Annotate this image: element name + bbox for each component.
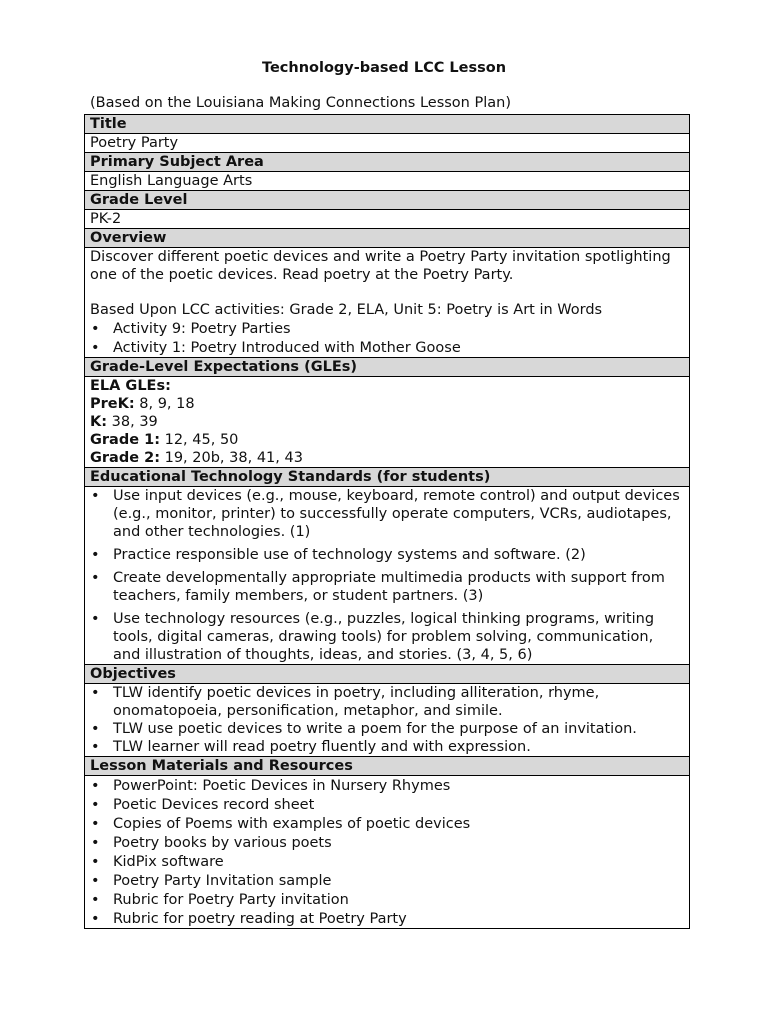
list-item: • Activity 1: Poetry Introduced with Mother Goose [90,339,684,357]
gle-values: 19, 20b, 38, 41, 43 [160,450,303,466]
materials-list [90,777,684,928]
list-item: • Use technology resources (e.g., puzzles, logical thinking programs, writing tools, digital cameras, drawing tools) for problem solving, communication, and illustration of thoughts, ideas, and stories. (3, 4, 5, 6) [90,610,684,664]
list-item: • Rubric for poetry reading at Poetry Party [90,910,684,928]
list-item: • Activity 9: Poetry Parties [90,320,684,338]
objectives-content-row [85,684,690,757]
gle-grade: Grade 2: [90,450,160,466]
list-item: • Copies of Poems with examples of poetic devices [90,815,684,833]
title-value-row [85,134,690,153]
list-item: • TLW learner will read poetry fluently and with expression. [90,738,684,756]
tech-standards-list [90,487,684,664]
title-header-row [85,115,690,134]
list-item: • Poetic Devices record sheet [90,796,684,814]
overview-header-row [85,229,690,248]
list-item: • Poetry books by various poets [90,834,684,852]
gle-values: 38, 39 [107,414,158,430]
gle-values: 12, 45, 50 [160,432,239,448]
tech-standards-content [85,487,690,665]
gle-grade: Grade 1: [90,432,160,448]
tech-standards-header-row [85,468,690,487]
title-value: Poetry Party [85,134,690,153]
title-heading: Title [85,115,690,134]
list-item: • Poetry Party Invitation sample [90,872,684,890]
objectives-heading: Objectives [85,665,690,684]
overview-content-row [85,248,690,358]
tech-standards-heading: Educational Technology Standards (for students) [85,468,690,487]
list-item: • TLW use poetic devices to write a poem for the purpose of an invitation. [90,720,684,738]
objectives-content [85,684,690,757]
gle-row-grade1 [90,431,684,449]
gle-values: 8, 9, 18 [134,396,195,412]
materials-content-row [85,776,690,929]
gles-content [85,377,690,468]
gle-row-prek [90,395,684,413]
list-item: • Use input devices (e.g., mouse, keyboard, remote control) and output devices (e.g., monitor, printer) to successfully operate computers, VCRs, audiotapes, and other technologies. (1) [90,487,684,541]
objectives-list [90,684,684,756]
document-title: Technology-based LCC Lesson [261,60,507,76]
grade-header-row [85,191,690,210]
subject-value: English Language Arts [85,172,690,191]
subject-header-row [85,153,690,172]
gle-grade: PreK: [90,396,135,412]
materials-content [85,776,690,929]
list-item: • KidPix software [90,853,684,871]
gle-row-grade2 [90,449,684,467]
list-item: • Create developmentally appropriate multimedia products with support from teachers, family members, or student partners. (3) [90,569,684,605]
gle-grade: K: [90,414,108,430]
gles-content-row [85,377,690,468]
overview-text: Discover different poetic devices and write a Poetry Party invitation spotlighting one of the poetic devices. Read poetry at the Poetry Party. [90,249,671,283]
gles-header-row [85,358,690,377]
objectives-header-row [85,665,690,684]
list-item: • PowerPoint: Poetic Devices in Nursery Rhymes [90,777,684,795]
lesson-plan-table [84,114,690,929]
grade-value-row [85,210,690,229]
gle-row-k [90,413,684,431]
subject-heading: Primary Subject Area [85,153,690,172]
document-subtitle: (Based on the Louisiana Making Connections Lesson Plan) [90,95,511,111]
gles-label: ELA GLEs: [90,378,171,394]
overview-based-upon: Based Upon LCC activities: Grade 2, ELA, Unit 5: Poetry is Art in Words [90,302,603,318]
subject-value-row [85,172,690,191]
materials-header-row [85,757,690,776]
materials-heading: Lesson Materials and Resources [85,757,690,776]
grade-heading: Grade Level [85,191,690,210]
list-item: • Practice responsible use of technology systems and software. (2) [90,546,684,564]
list-item: • TLW identify poetic devices in poetry, including alliteration, rhyme, onomatopoeia, personification, metaphor, and simile. [90,684,684,720]
tech-standards-content-row [85,487,690,665]
list-item: • Rubric for Poetry Party invitation [90,891,684,909]
gles-heading: Grade-Level Expectations (GLEs) [85,358,690,377]
overview-heading: Overview [85,229,690,248]
overview-activity-list [90,320,684,357]
overview-spacer [90,284,684,301]
grade-value: PK-2 [85,210,690,229]
overview-content [85,248,690,358]
